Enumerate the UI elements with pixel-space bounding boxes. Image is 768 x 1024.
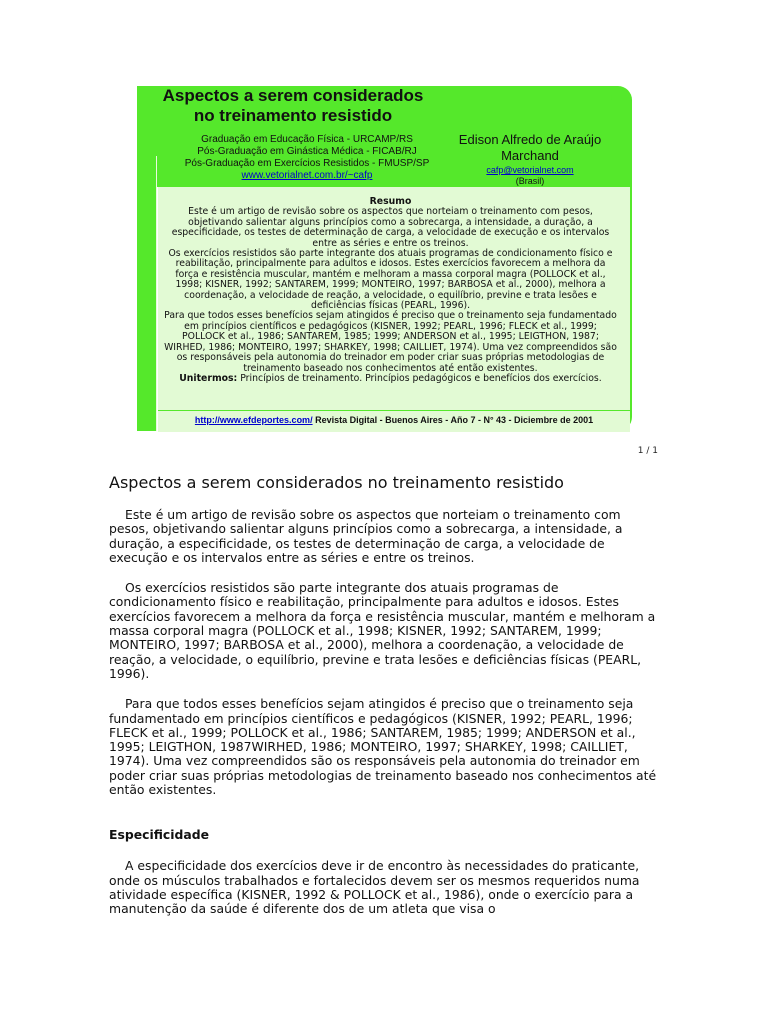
author-website-link[interactable]: www.vetorialnet.com.br/~cafp: [241, 170, 373, 181]
card-divider-line: [156, 156, 157, 431]
article-paragraph: Este é um artigo de revisão sobre os aspectos que norteiam o treinamento com pesos, objetivando salientar alguns princípios como a sobrecarga, a intensidade, a duração, a especificidade, os testes de determinação de carga, a velocidade de execução e os intervalos entre as séries e entre os treinos.: [109, 507, 623, 565]
credential-line: Pós-Graduação em Exercícios Resistidos - FMUSP/SP: [184, 158, 430, 169]
article-header-card: [137, 86, 632, 431]
publication-text: Revista Digital - Buenos Aires - Año 7 - N° 43 - Diciembre de 2001: [312, 415, 594, 425]
article-body: [109, 472, 657, 933]
abstract-paragraph: Para que todos esses benefícios sejam atingidos é preciso que o treinamento seja fundamentado em princípios científicos e pedagógicos (KISNER, 1992; PEARL, 1996; FLECK et al., 1999; POLLOCK et al., 1986; SANTAREM, 1985; 1999; ANDERSON et al., 1995; LEIGTHON, 1987; WIRHED, 1986; MONTEIRO, 1997; SHARKEY, 1998; CAILLIET, 1974). Uma vez compreendidos são os responsáveis pela autonomia do treinador em poder criar suas próprias metodologias de treinamento baseado nos conhecimentos até então existentes.: [164, 310, 617, 374]
efdeportes-link[interactable]: http://www.efdeportes.com/: [194, 415, 313, 425]
page-counter: 1 / 1: [637, 446, 658, 456]
author-credentials: [157, 134, 457, 182]
article-paragraph: Para que todos esses benefícios sejam atingidos é preciso que o treinamento seja fundamentado em princípios científicos e pedagógicos (KISNER, 1992; PEARL, 1996; FLECK et al., 1999; POLLOCK et al., 1986; SANTAREM, 1985; 1999; ANDERSON et al., 1995; LEIGTHON, 1987WIRHED, 1986; MONTEIRO, 1997; SHARKEY, 1998; CAILLIET, 1974). Uma vez compreendidos são os responsáveis pela autonomia do treinador em poder criar suas próprias metodologias de treinamento baseado nos conhecimentos até então existentes.: [109, 696, 657, 798]
author-block: [445, 132, 615, 187]
keywords-text: Princípios de treinamento. Princípios pedagógicos e benefícios dos exercícios.: [237, 372, 602, 384]
keywords-label: Unitermos:: [179, 372, 238, 384]
publication-footer: [158, 410, 630, 432]
author-email-link[interactable]: cafp@vetorialnet.com: [486, 165, 574, 175]
credential-line: Pós-Graduação em Ginástica Médica - FICAB/RJ: [197, 146, 417, 157]
article-paragraph: Os exercícios resistidos são parte integrante dos atuais programas de condicionamento físico e reabilitação, principalmente para adultos e idosos. Estes exercícios favorecem a melhora da força e resistência muscular, mantém e melhoram a massa corporal magra (POLLOCK et al., 1998; KISNER, 1992; SANTAREM, 1999; MONTEIRO, 1997; BARBOSA et al., 2000), melhora a coordenação, a velocidade de reação, a velocidade, o equilíbrio, previne e trata lesões e deficiências físicas (PEARL, 1996).: [109, 580, 656, 681]
author-name-line: Marchand: [501, 148, 559, 163]
section-heading: Especificidade: [109, 827, 209, 843]
header-title: [137, 86, 449, 126]
section-paragraph: A especificidade dos exercícios deve ir de encontro às necessidades do praticante, onde os músculos trabalhados e fortalecidos devem ser os mesmos requeridos numa atividade específica (KISNER, 1992 & POLLOCK et al., 1986), onde o exercício para a manutenção da saúde é diferente dos de um atleta que visa o: [109, 858, 640, 917]
abstract-heading: Resumo: [369, 196, 412, 207]
author-name-line: Edison Alfredo de Araújo: [458, 132, 602, 147]
author-country: (Brasil): [515, 176, 545, 186]
publication-info: [158, 415, 630, 426]
header-title-line: Aspectos a serem considerados: [162, 86, 424, 105]
abstract-keywords: [163, 374, 618, 384]
abstract-paragraph: Os exercícios resistidos são parte integrante dos atuais programas de condicionamento físico e reabilitação, principalmente para adultos e idosos. Estes exercícios favorecem a melhora da força e resistência muscular, mantém e melhoram a massa corporal magra (POLLOCK et al., 1998; KISNER, 1992; SANTAREM, 1999; MONTEIRO, 1997; BARBOSA et al., 2000), melhora a coordenação, a velocidade de reação, a velocidade, o equilíbrio, previne e trata lesões e deficiências físicas (PEARL, 1996).: [168, 248, 613, 312]
article-title: Aspectos a serem considerados no treinamento resistido: [109, 473, 564, 492]
credential-line: Graduação em Educação Física - URCAMP/RS: [201, 134, 413, 145]
header-title-line: no treinamento resistido: [193, 106, 393, 125]
abstract-paragraph: Este é um artigo de revisão sobre os aspectos que norteiam o treinamento com pesos, objetivando salientar alguns princípios como a sobrecarga, a intensidade, a duração, a especificidade, os testes de determinação de carga, a velocidade de execução e os intervalos entre as séries e entre os treinos.: [171, 206, 610, 249]
card-left-stripe: [137, 187, 157, 431]
abstract: [163, 197, 618, 384]
